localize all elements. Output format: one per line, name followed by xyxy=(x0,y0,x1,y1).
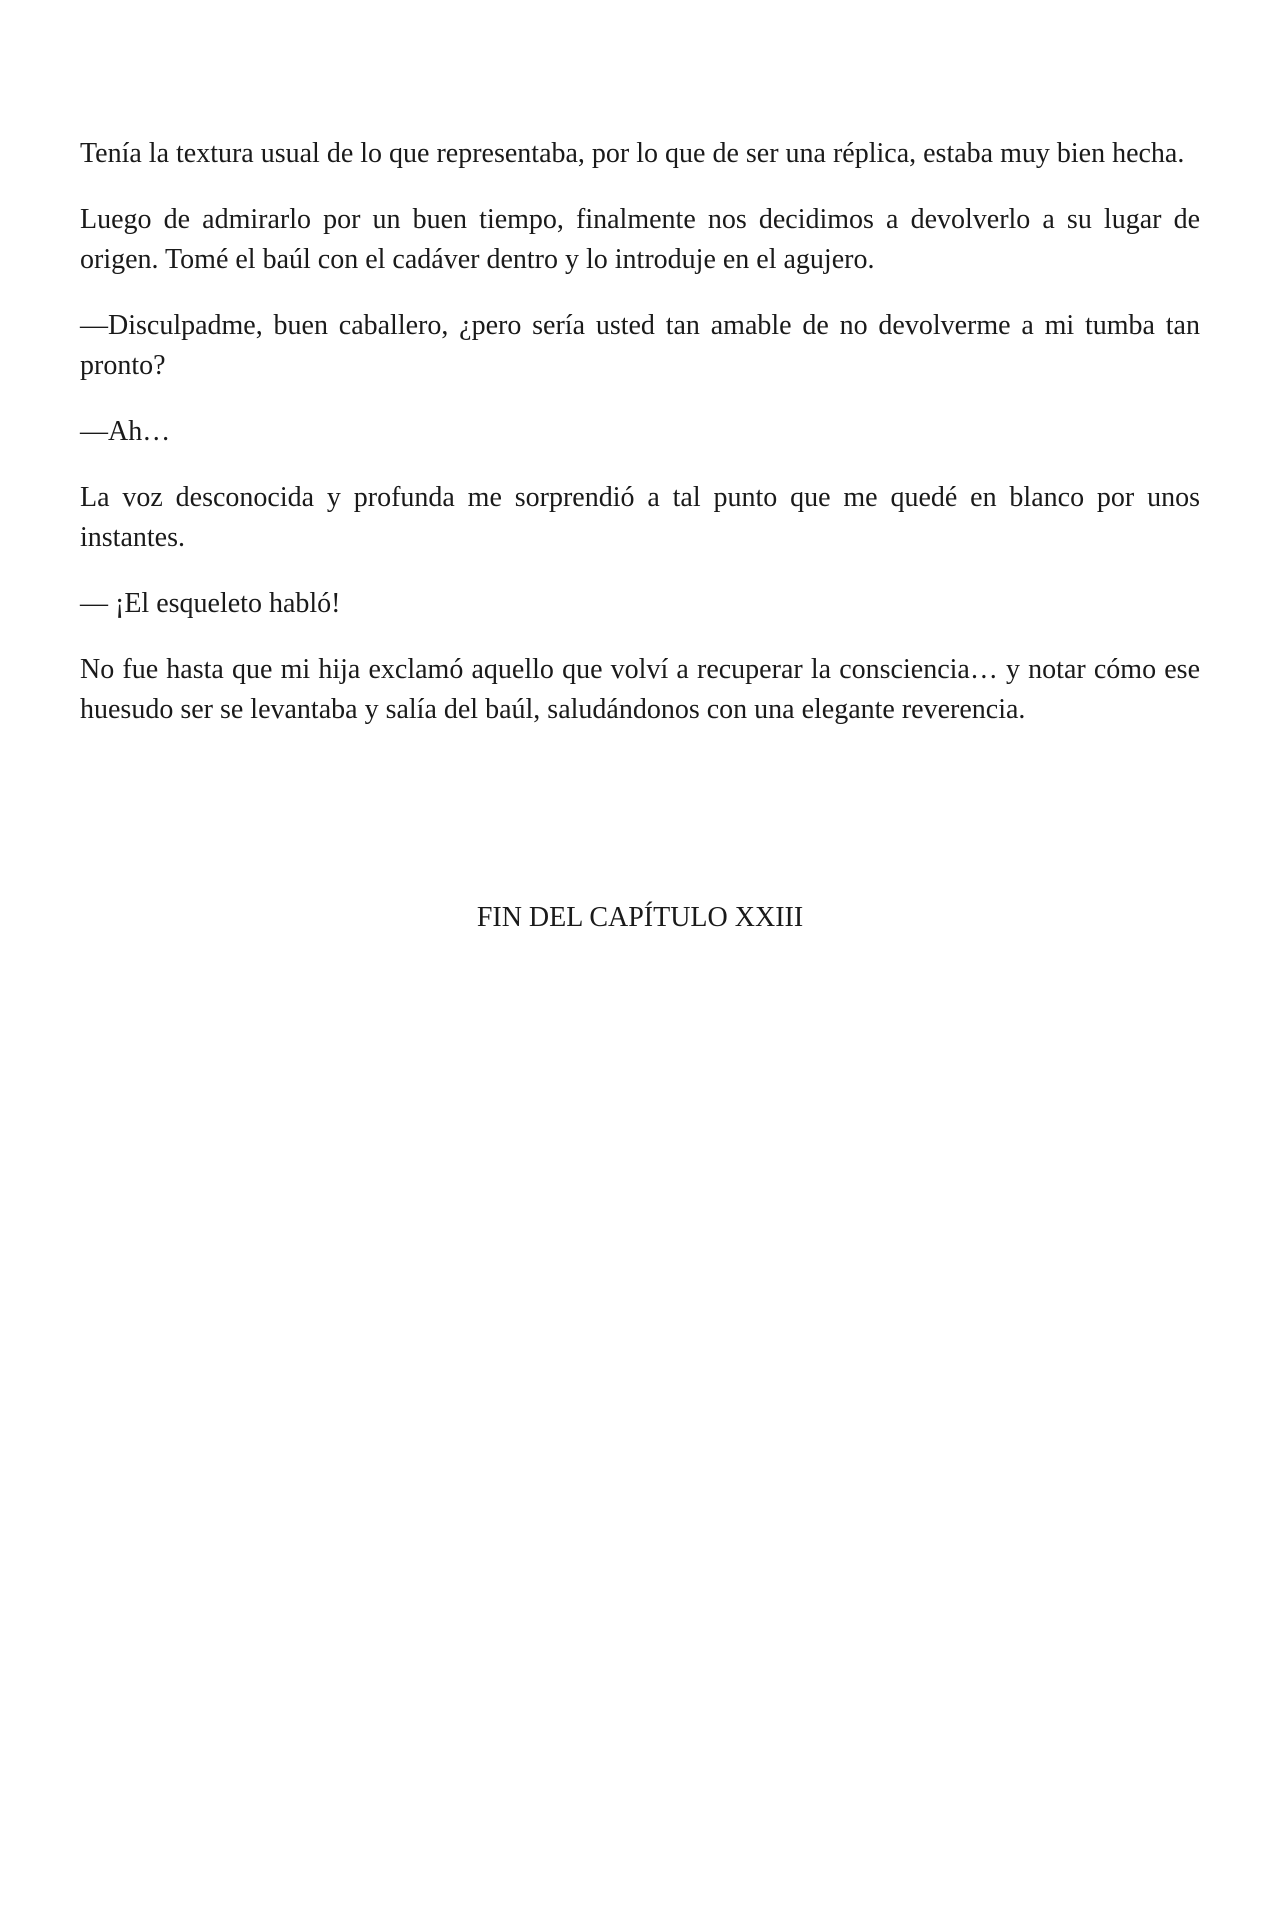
paragraph: Luego de admirarlo por un buen tiempo, finalmente nos decidimos a devolverlo a su lugar de origen. Tomé el baúl con el cadáver dentro y lo introduje en el agujero. xyxy=(80,204,1200,275)
chapter-end-heading: FIN DEL CAPÍTULO XXIII xyxy=(476,902,804,933)
document-body xyxy=(80,134,1200,756)
paragraph: —Disculpadme, buen caballero, ¿pero sería usted tan amable de no devolverme a mi tumba tan pronto? xyxy=(80,310,1200,381)
paragraph: Tenía la textura usual de lo que representaba, por lo que de ser una réplica, estaba muy bien hecha. xyxy=(80,138,1185,169)
paragraph: No fue hasta que mi hija exclamó aquello que volví a recuperar la consciencia… y notar cómo ese huesudo ser se levantaba y salía del baúl, saludándonos con una elegante reverencia. xyxy=(80,654,1200,725)
paragraph: La voz desconocida y profunda me sorprendió a tal punto que me quedé en blanco por unos instantes. xyxy=(80,482,1200,553)
paragraph: — ¡El esqueleto habló! xyxy=(80,588,341,619)
paragraph: —Ah… xyxy=(80,416,171,447)
